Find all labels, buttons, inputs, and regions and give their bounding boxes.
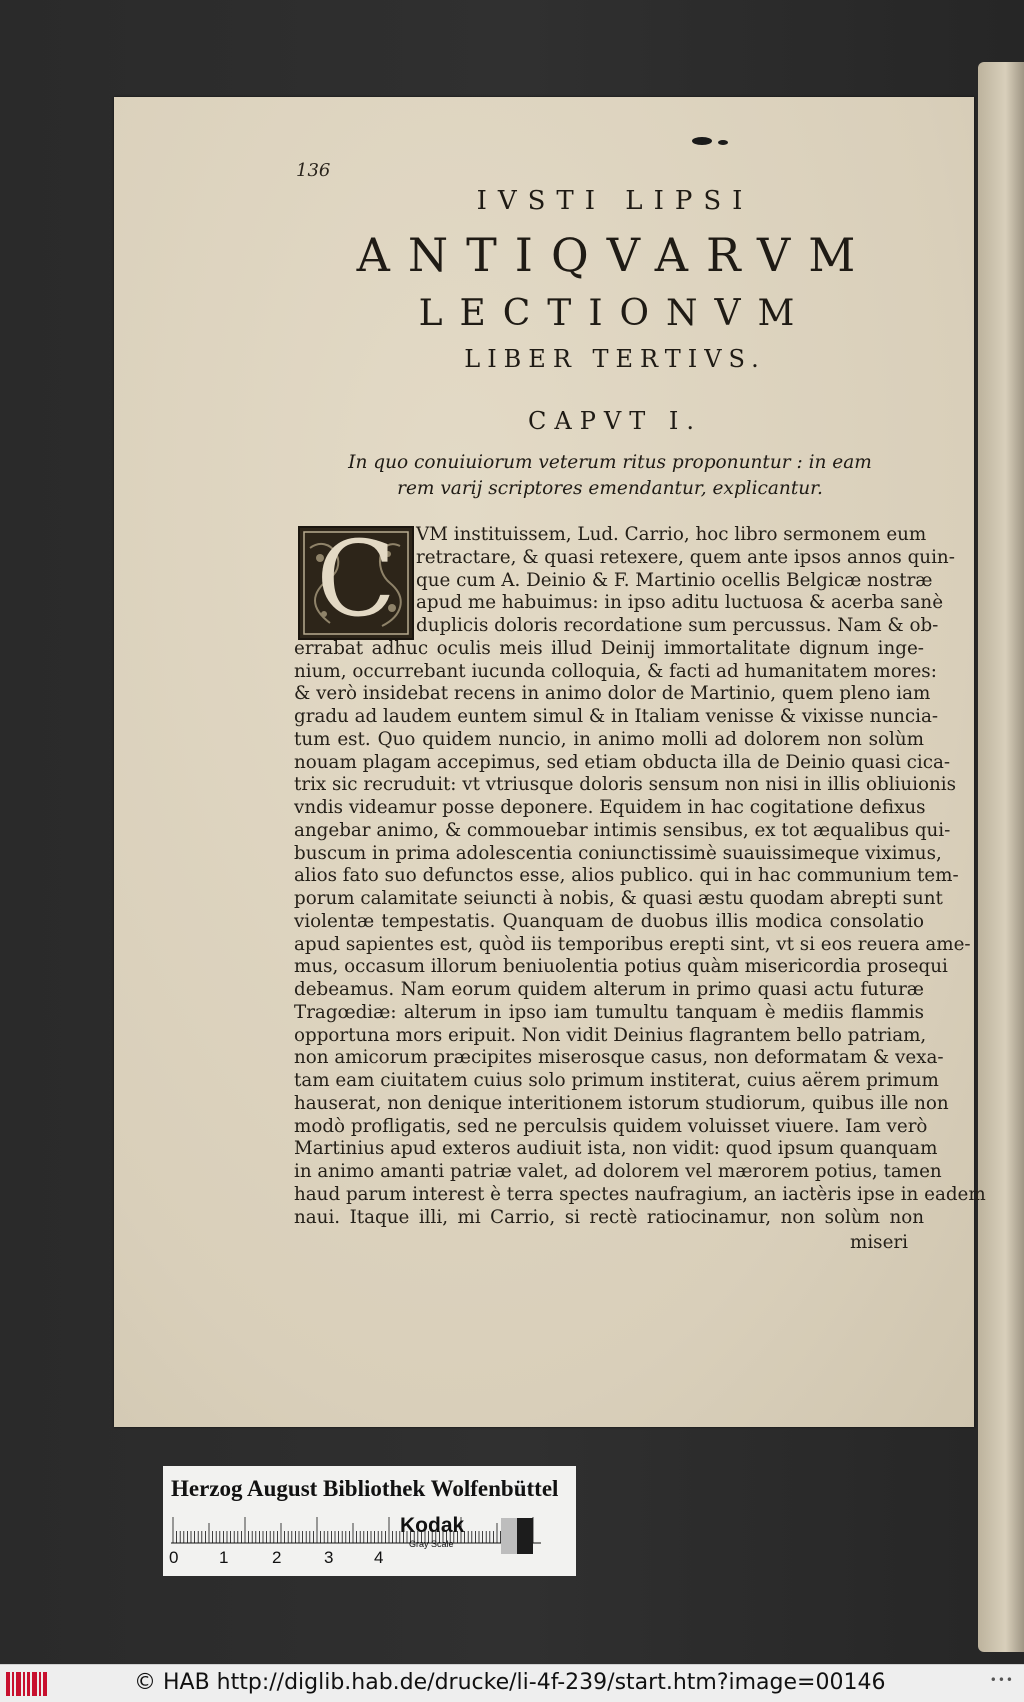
credit-link[interactable]: © HAB http://diglib.hab.de/drucke/li-4f-239/start.htm?image=00146 bbox=[134, 1670, 886, 1695]
body-line: violentæ tempestatis. Quanquam de duobus illis modica consolatio bbox=[294, 910, 924, 932]
ruler-number: 2 bbox=[272, 1548, 282, 1567]
body-line: tam eam ciuitatem cuius solo primum institerat, cuius aërem primum bbox=[294, 1070, 939, 1091]
body-line: apud sapientes est, quòd iis temporibus erepti sint, vt si eos reuera ame- bbox=[294, 933, 971, 955]
ruler-number: 3 bbox=[324, 1548, 334, 1567]
body-line: haud parum interest è terra spectes naufragium, an iactèris ipse in eadem bbox=[294, 1183, 986, 1205]
body-line: in animo amanti patriæ valet, ad dolorem vel mærorem potius, tamen bbox=[294, 1161, 942, 1182]
color-calibration-card bbox=[163, 1466, 576, 1576]
body-line: & verò insidebat recens in animo dolor de Martinio, quem pleno iam bbox=[294, 683, 931, 705]
body-line: duplicis doloris recordatione sum percussus. Nam & ob- bbox=[416, 615, 939, 636]
chapter-summary-line: In quo conuiuiorum veterum ritus proponuntur : in eam bbox=[348, 452, 872, 473]
body-line: apud me habuimus: in ipso aditu luctuosa & acerba sanè bbox=[416, 592, 944, 614]
body-line: debeamus. Nam eorum quidem alterum in primo quasi actu futuræ bbox=[294, 979, 924, 1000]
body-line: angebar animo, & commouebar intimis sensibus, ex tot æqualibus qui- bbox=[294, 819, 951, 841]
barcode-logo-icon[interactable] bbox=[6, 1672, 48, 1696]
ruler-number: 4 bbox=[374, 1548, 384, 1567]
body-line: mus, occasum illorum beniuolentia potius quàm misericordia prosequi bbox=[294, 956, 948, 978]
chapter-heading: CAPVT I. bbox=[528, 407, 702, 435]
body-line: porum calamitate seiuncti à nobis, & quasi æstu quodam abrepti sunt bbox=[294, 888, 943, 909]
ruler-icon bbox=[171, 1516, 541, 1544]
author-heading: IVSTI LIPSI bbox=[476, 186, 754, 216]
gray-swatch bbox=[501, 1518, 517, 1554]
body-line: buscum in prima adolescentia coniunctissimè suauissimeque viximus, bbox=[294, 842, 942, 864]
more-options-icon[interactable]: ••• bbox=[989, 1673, 1014, 1687]
kodak-brand: Kodak bbox=[400, 1514, 465, 1537]
body-line: Martinius apud exteros audiuit ista, non vidit: quod ipsum quanquam bbox=[294, 1138, 938, 1160]
book-heading: LIBER TERTIVS. bbox=[464, 345, 766, 373]
body-line: opportuna mors eripuit. Non vidit Deinius flagrantem bello patriam, bbox=[294, 1024, 927, 1046]
body-line: retractare, & quasi retexere, quem ante ipsos annos quin- bbox=[416, 546, 955, 568]
body-line: Tragœdiæ: alterum in ipso iam tumultu tanquam è mediis flammis bbox=[294, 1001, 924, 1023]
work-title: ANTIQVARVM bbox=[356, 228, 874, 282]
body-line: gradu ad laudem euntem simul & in Italiam venisse & vixisse nuncia- bbox=[294, 706, 939, 727]
body-line: trix sic recruduit: vt vtriusque doloris sensum non nisi in illis obliuionis bbox=[294, 774, 956, 796]
body-line: modò profligatis, sed ne perculsis quidem voluisset viuere. Iam verò bbox=[294, 1115, 928, 1137]
body-line: non amicorum præcipites miserosque casus, non deformatam & vexa- bbox=[294, 1047, 944, 1069]
body-line: vndis videamur posse deponere. Equidem in hac cogitatione defixus bbox=[294, 797, 926, 818]
body-line: que cum A. Deinio & F. Martinio ocellis Belgicæ nostræ bbox=[416, 569, 933, 591]
catchword: miseri bbox=[850, 1232, 908, 1253]
chapter-summary-line: rem varij scriptores emendantur, explicantur. bbox=[397, 478, 823, 499]
body-line: nouam plagam accepimus, sed etiam obducta illa de Deinio quasi cica- bbox=[294, 751, 951, 773]
body-line: VM instituissem, Lud. Carrio, hoc libro sermonem eum bbox=[416, 524, 927, 545]
page-number: 136 bbox=[296, 160, 331, 181]
viewer-footer bbox=[0, 1664, 1024, 1702]
body-line: alios fato suo defunctos esse, alios publico. qui in hac communium tem- bbox=[294, 865, 959, 887]
body-line: errabat adhuc oculis meis illud Deinij immortalitate dignum inge- bbox=[294, 637, 924, 659]
ruler-number: 1 bbox=[219, 1548, 229, 1567]
ruler-number: 0 bbox=[169, 1548, 179, 1567]
body-line: hauserat, non denique interitionem istorum studiorum, quibus ille non bbox=[294, 1092, 949, 1114]
body-line: naui. Itaque illi, mi Carrio, si rectè ratiocinamur, non solùm non bbox=[294, 1206, 924, 1228]
body-line: nium, occurrebant iucunda colloquia, & facti ad humanitatem mores: bbox=[294, 660, 937, 682]
gray-scale-label: Gray Scale bbox=[409, 1539, 454, 1549]
body-line: tum est. Quo quidem nuncio, in animo molli ad dolorem non solùm bbox=[294, 728, 924, 750]
initial-letter: C bbox=[316, 518, 396, 640]
card-title: Herzog August Bibliothek Wolfenbüttel bbox=[171, 1476, 559, 1501]
work-subtitle: LECTIONVM bbox=[418, 293, 812, 334]
black-swatch bbox=[517, 1518, 533, 1554]
